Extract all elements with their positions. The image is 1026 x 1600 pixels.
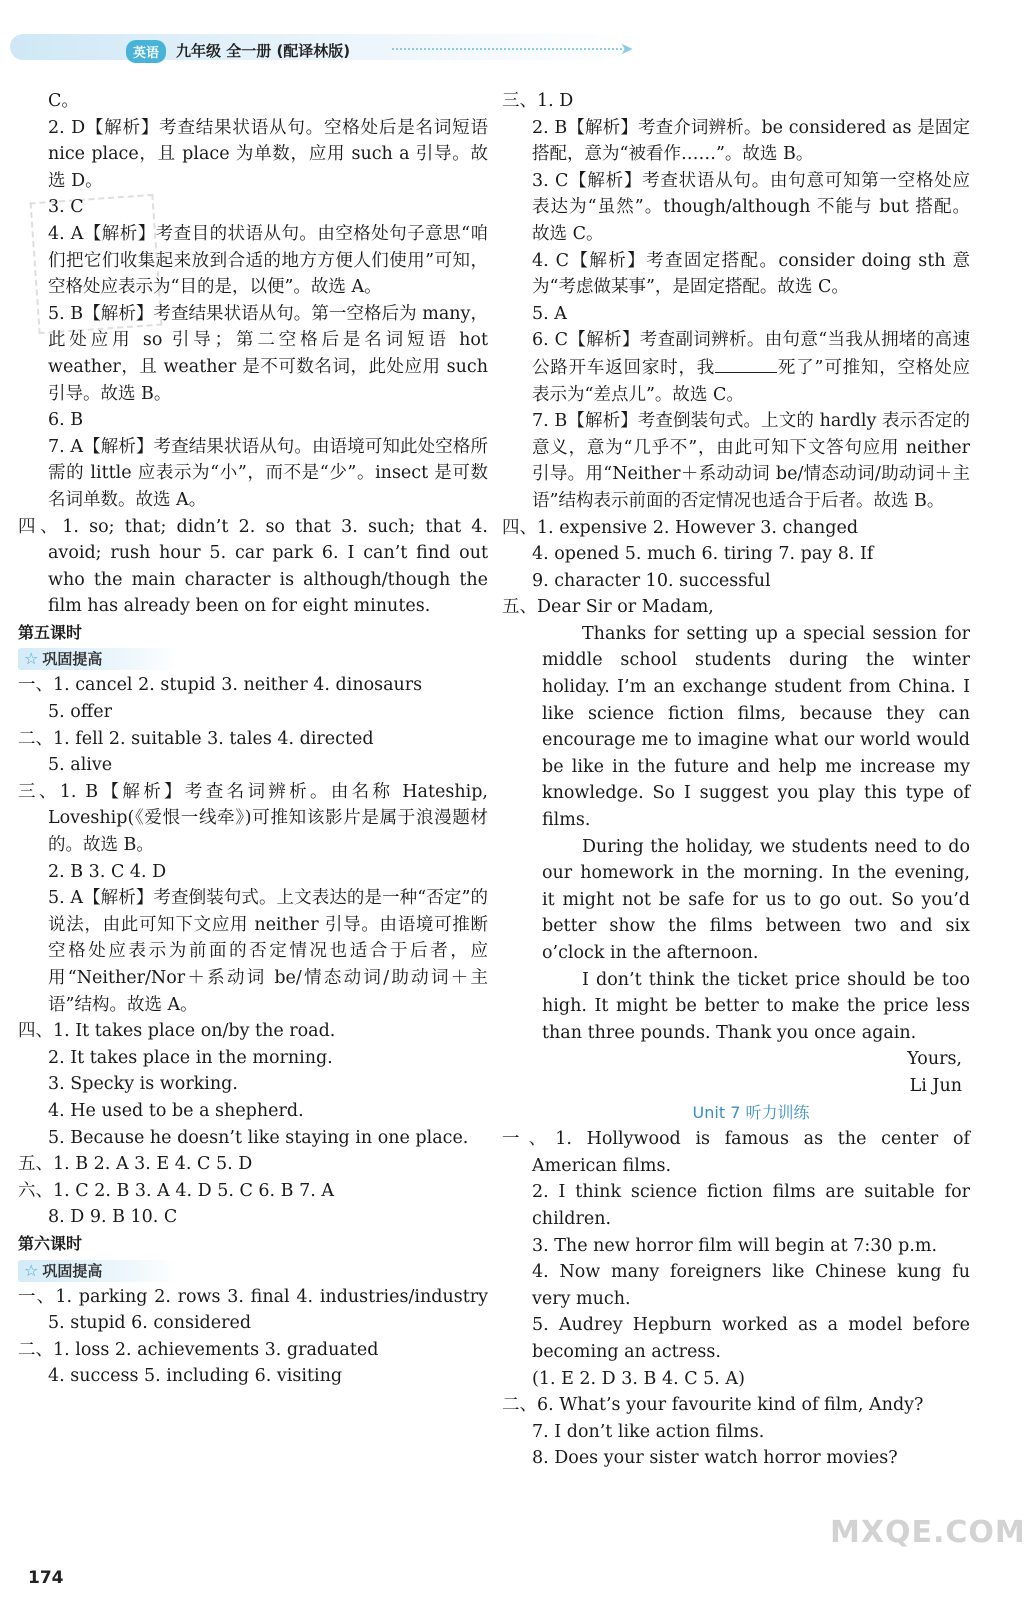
left-column [18,88,488,1390]
listening-line: 一、1. Hollywood is famous as the center of American films. [502,1129,970,1176]
answer-line: 一、1. cancel 2. stupid 3. neither 4. dinosaurs [18,675,423,696]
answer-line: 7. B【解析】考查倒装句式。上文的 hardly 表示否定的意义，意为“几乎不”，由此可知下文答句应用 neither 引导。用“Neither＋系动动词 be/情态动词/助动词＋主语”结构表示前面的否定情况也适合于后者。故选 B。 [532,411,970,511]
answer-line: 2. B 3. C 4. D [48,861,167,882]
listening-line: 8. Does your sister watch horror movies? [532,1448,898,1469]
section-heading: 第五课时 [18,622,83,642]
book-title: 九年级 全一册 (配译林版) [176,42,351,60]
answer-line: 三、1. D [502,91,574,111]
answer-line: 3. C【解析】考查状语从句。由句意可知第一空格处应表达为“虽然”。though/although 不能与 but 搭配。故选 C。 [532,170,970,244]
answer-line: 4. opened 5. much 6. tiring 7. pay 8. If [532,544,874,565]
answer-line [502,327,970,408]
answer-line: 3. Specky is working. [48,1074,238,1095]
answer-line: 四、1. so; that; didn’t 2. so that 3. such; that 4. avoid; rush hour 5. car park 6. I can’t find out who the main character is although/though the film has already been on for eight minutes. [18,516,488,617]
answer-line: 5. offer [48,702,112,723]
answer-text: 6. C【解析】考查副词辨析。由句意“当我从拥堵的高速公路开车返回家时，我 [532,330,970,378]
listening-line: 3. The new horror film will begin at 7:30 p.m. [532,1235,938,1256]
subject-badge: 英语 [126,40,166,63]
answer-line: 三、1. B【解析】考查名词辨析。由名称 Hateship, Loveship(《爱恨一线牵》)可推知该影片是属于浪漫题材的。故选 B。 [18,781,488,856]
answer-line: 5. A【解析】考查倒装句式。上文表达的是一种“否定”的说法，由此可知下文应用 neither 引导。由语境可推断空格处应表示为前面的否定情况也适合于后者，应用“Neither/Nor＋系动词 be/情态动词/助动词＋主语”结构。故选 A。 [48,888,488,1015]
answer-line: 4. A【解析】考查目的状语从句。由空格处句子意思“咱们把它们收集起来放到合适的地方方便人们使用”可知，空格处应表示为“目的是，以便”。故选 A。 [48,223,488,298]
answer-line: 二、1. loss 2. achievements 3. graduated [18,1339,379,1360]
answer-text: 死了”可推知，空格处应表示为“差点儿”。故选 C。 [532,357,971,405]
answer-line: 四、1. expensive 2. However 3. changed [502,517,859,538]
answer-line: C。 [48,91,79,111]
watermark [830,1515,1026,1550]
banner-label: 巩固提高 [42,1261,103,1280]
answer-line: 4. He used to be a shepherd. [48,1100,304,1121]
letter-paragraph: During the holiday, we students need to do our homework in the morning. In the evening, it might not be safe for us to go out. So you’d better show the films between two and six o’clock in the afternoon. [542,836,970,963]
listening-line: 二、6. What’s your favourite kind of film, Andy? [502,1395,924,1416]
listening-line: 7. I don’t like action films. [532,1421,765,1442]
answer-line: 6. B [48,410,84,431]
listening-line: 4. Now many foreigners like Chinese kung fu very much. [532,1262,970,1309]
answer-line: 3. C [48,197,84,218]
answer-line: 8. D 9. B 10. C [48,1207,178,1228]
listening-line: 5. Audrey Hepburn worked as a model before becoming an actress. [532,1315,970,1362]
answer-line: 2. B【解析】考查介词辨析。be considered as 是固定搭配，意为“被看作……”。故选 B。 [532,117,970,165]
answer-line: 一、1. parking 2. rows 3. final 4. industries/industry 5. stupid 6. considered [18,1286,488,1334]
answer-line: 五、1. B 2. A 3. E 4. C 5. D [18,1154,253,1175]
banner-label: 巩固提高 [42,650,103,669]
fill-in-blank [715,354,777,373]
letter-paragraph: I don’t think the ticket price should be too high. It might be better to make the price less than three pounds. Thank you once again. [542,969,970,1043]
section-heading: 第六课时 [18,1233,83,1253]
answer-line: 2. It takes place in the morning. [48,1047,333,1068]
star-icon: ☆ [24,1260,39,1280]
answer-line: 四、1. It takes place on/by the road. [18,1021,336,1042]
page-number: 174 [28,1568,64,1588]
arrow-right-icon: ➤ [620,39,634,58]
star-icon: ☆ [24,649,39,669]
answer-line: 二、1. fell 2. suitable 3. tales 4. directed [18,728,374,749]
consolidation-banner [18,1260,178,1282]
right-column [502,88,970,1472]
answer-line: 2. D【解析】考查结果状语从句。空格处后是名词短语 nice place，且 place 为单数，应用 such a 引导。故选 D。 [48,117,488,191]
letter-paragraph: Thanks for setting up a special session for middle school students during the winter holiday. I’m an exchange student from China. I like science fiction films, because they can encourage me to imagine what our world would be like in the future and help me increase my knowledge. So I suggest you play this type of films. [542,623,970,831]
header-dotted-line [392,48,622,50]
answer-line: 4. C【解析】考查固定搭配。consider doing sth 意为“考虑做某事”，是固定搭配。故选 C。 [532,250,970,298]
unit-heading: Unit 7 听力训练 [692,1102,810,1122]
answer-line: 5. B【解析】考查结果状语从句。第一空格后为 many，此处应用 so 引导；第二空格后是名词短语 hot weather，且 weather 是不可数名词，此处应用 such 引导。故选 B。 [48,303,488,404]
letter-signature: Li Jun [909,1075,962,1096]
answer-line: 9. character 10. successful [532,570,771,591]
answer-line: 5. Because he doesn’t like staying in one place. [48,1127,469,1148]
listening-answers: (1. E 2. D 3. B 4. C 5. A) [532,1368,745,1389]
answer-line: 5. alive [48,755,113,776]
page-header [0,0,996,78]
listening-line: 2. I think science fiction films are suitable for children. [532,1182,970,1229]
letter-salutation: 五、Dear Sir or Madam, [502,597,714,618]
answer-line: 4. success 5. including 6. visiting [48,1366,343,1387]
watermark-site: MXQE.COM [830,1515,1026,1550]
answer-line: 7. A【解析】考查结果状语从句。由语境可知此处空格所需的 little 应表示为“小”，而不是“少”。insect 是可数名词单数。故选 A。 [48,436,488,510]
letter-closing: Yours, [907,1049,962,1070]
answer-line: 六、1. C 2. B 3. A 4. D 5. C 6. B 7. A [18,1180,334,1201]
answer-line: 5. A [532,303,567,324]
consolidation-banner [18,648,178,670]
